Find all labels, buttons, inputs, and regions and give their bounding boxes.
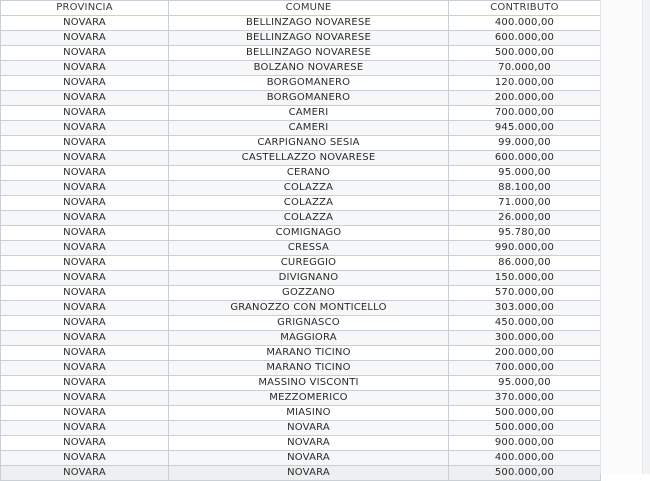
cell-contributo: 300.000,00 [449,331,601,346]
cell-comune: CASTELLAZZO NOVARESE [169,151,449,166]
cell-provincia: NOVARA [1,466,169,481]
cell-contributo: 150.000,00 [449,271,601,286]
table-row [1,151,601,166]
cell-contributo: 200.000,00 [449,91,601,106]
table-row [1,286,601,301]
cell-contributo: 500.000,00 [449,466,601,481]
table-row [1,451,601,466]
header-contributo: CONTRIBUTO [449,1,601,16]
table-row [1,421,601,436]
cell-comune: NOVARA [169,466,449,481]
cell-comune: MIASINO [169,406,449,421]
table-row [1,436,601,451]
cell-contributo: 600.000,00 [449,151,601,166]
cell-comune: MAGGIORA [169,331,449,346]
cell-comune: CAMERI [169,121,449,136]
table-row [1,31,601,46]
cell-contributo: 95.000,00 [449,166,601,181]
empty-column-area [600,0,650,474]
cell-comune: GOZZANO [169,286,449,301]
cell-comune: COLAZZA [169,211,449,226]
cell-provincia: NOVARA [1,421,169,436]
cell-contributo: 945.000,00 [449,121,601,136]
cell-comune: BELLINZAGO NOVARESE [169,16,449,31]
table-row [1,316,601,331]
cell-contributo: 95.780,00 [449,226,601,241]
cell-provincia: NOVARA [1,166,169,181]
cell-contributo: 86.000,00 [449,256,601,271]
cell-contributo: 71.000,00 [449,196,601,211]
cell-provincia: NOVARA [1,271,169,286]
table-row [1,196,601,211]
cell-contributo: 570.000,00 [449,286,601,301]
cell-comune: BORGOMANERO [169,91,449,106]
cell-provincia: NOVARA [1,451,169,466]
cell-provincia: NOVARA [1,76,169,91]
cell-provincia: NOVARA [1,61,169,76]
cell-comune: COLAZZA [169,181,449,196]
cell-contributo: 500.000,00 [449,421,601,436]
cell-contributo: 500.000,00 [449,46,601,61]
table-row [1,121,601,136]
cell-comune: CARPIGNANO SESIA [169,136,449,151]
cell-comune: MARANO TICINO [169,361,449,376]
table-row [1,211,601,226]
cell-provincia: NOVARA [1,241,169,256]
cell-contributo: 370.000,00 [449,391,601,406]
table-row [1,166,601,181]
cell-provincia: NOVARA [1,46,169,61]
cell-comune: BOLZANO NOVARESE [169,61,449,76]
cell-provincia: NOVARA [1,121,169,136]
cell-comune: MASSINO VISCONTI [169,376,449,391]
table-row [1,226,601,241]
cell-comune: CRESSA [169,241,449,256]
cell-contributo: 120.000,00 [449,76,601,91]
table-row [1,16,601,31]
header-row [1,1,601,16]
table-row [1,106,601,121]
cell-provincia: NOVARA [1,316,169,331]
header-provincia: PROVINCIA [1,1,169,16]
cell-contributo: 700.000,00 [449,106,601,121]
cell-comune: NOVARA [169,436,449,451]
cell-provincia: NOVARA [1,286,169,301]
table-row [1,136,601,151]
cell-provincia: NOVARA [1,226,169,241]
cell-provincia: NOVARA [1,196,169,211]
table-row [1,91,601,106]
cell-provincia: NOVARA [1,181,169,196]
cell-comune: MEZZOMERICO [169,391,449,406]
table-row [1,391,601,406]
table-row [1,406,601,421]
table-row [1,241,601,256]
cell-contributo: 700.000,00 [449,361,601,376]
cell-comune: CAMERI [169,106,449,121]
cell-comune: BORGOMANERO [169,76,449,91]
cell-contributo: 400.000,00 [449,16,601,31]
cell-contributo: 400.000,00 [449,451,601,466]
table-row [1,61,601,76]
cell-contributo: 990.000,00 [449,241,601,256]
cell-comune: CUREGGIO [169,256,449,271]
table-row [1,46,601,61]
cell-contributo: 600.000,00 [449,31,601,46]
cell-provincia: NOVARA [1,361,169,376]
cell-provincia: NOVARA [1,136,169,151]
cell-contributo: 26.000,00 [449,211,601,226]
cell-contributo: 450.000,00 [449,316,601,331]
cell-provincia: NOVARA [1,346,169,361]
cell-comune: BELLINZAGO NOVARESE [169,46,449,61]
table-row [1,376,601,391]
cell-provincia: NOVARA [1,91,169,106]
cell-provincia: NOVARA [1,391,169,406]
cell-comune: NOVARA [169,451,449,466]
cell-contributo: 70.000,00 [449,61,601,76]
cell-comune: COLAZZA [169,196,449,211]
cell-contributo: 200.000,00 [449,346,601,361]
cell-comune: NOVARA [169,421,449,436]
cell-contributo: 303.000,00 [449,301,601,316]
scroll-edge [642,0,650,474]
cell-contributo: 88.100,00 [449,181,601,196]
cell-comune: COMIGNAGO [169,226,449,241]
cell-contributo: 99.000,00 [449,136,601,151]
table-body [1,16,601,481]
cell-provincia: NOVARA [1,301,169,316]
header-comune: COMUNE [169,1,449,16]
cell-comune: DIVIGNANO [169,271,449,286]
cell-provincia: NOVARA [1,436,169,451]
table-row [1,76,601,91]
table-row [1,256,601,271]
table-row [1,361,601,376]
cell-provincia: NOVARA [1,16,169,31]
cell-contributo: 500.000,00 [449,406,601,421]
cell-comune: MARANO TICINO [169,346,449,361]
cell-comune: GRANOZZO CON MONTICELLO [169,301,449,316]
cell-provincia: NOVARA [1,331,169,346]
cell-comune: CERANO [169,166,449,181]
table-row [1,466,601,481]
cell-provincia: NOVARA [1,31,169,46]
cell-provincia: NOVARA [1,106,169,121]
cell-provincia: NOVARA [1,211,169,226]
cell-contributo: 900.000,00 [449,436,601,451]
table-row [1,331,601,346]
cell-provincia: NOVARA [1,151,169,166]
table-row [1,181,601,196]
cell-provincia: NOVARA [1,376,169,391]
cell-provincia: NOVARA [1,256,169,271]
cell-comune: BELLINZAGO NOVARESE [169,31,449,46]
cell-provincia: NOVARA [1,406,169,421]
cell-contributo: 95.000,00 [449,376,601,391]
table-row [1,346,601,361]
cell-comune: GRIGNASCO [169,316,449,331]
table-row [1,301,601,316]
table-row [1,271,601,286]
